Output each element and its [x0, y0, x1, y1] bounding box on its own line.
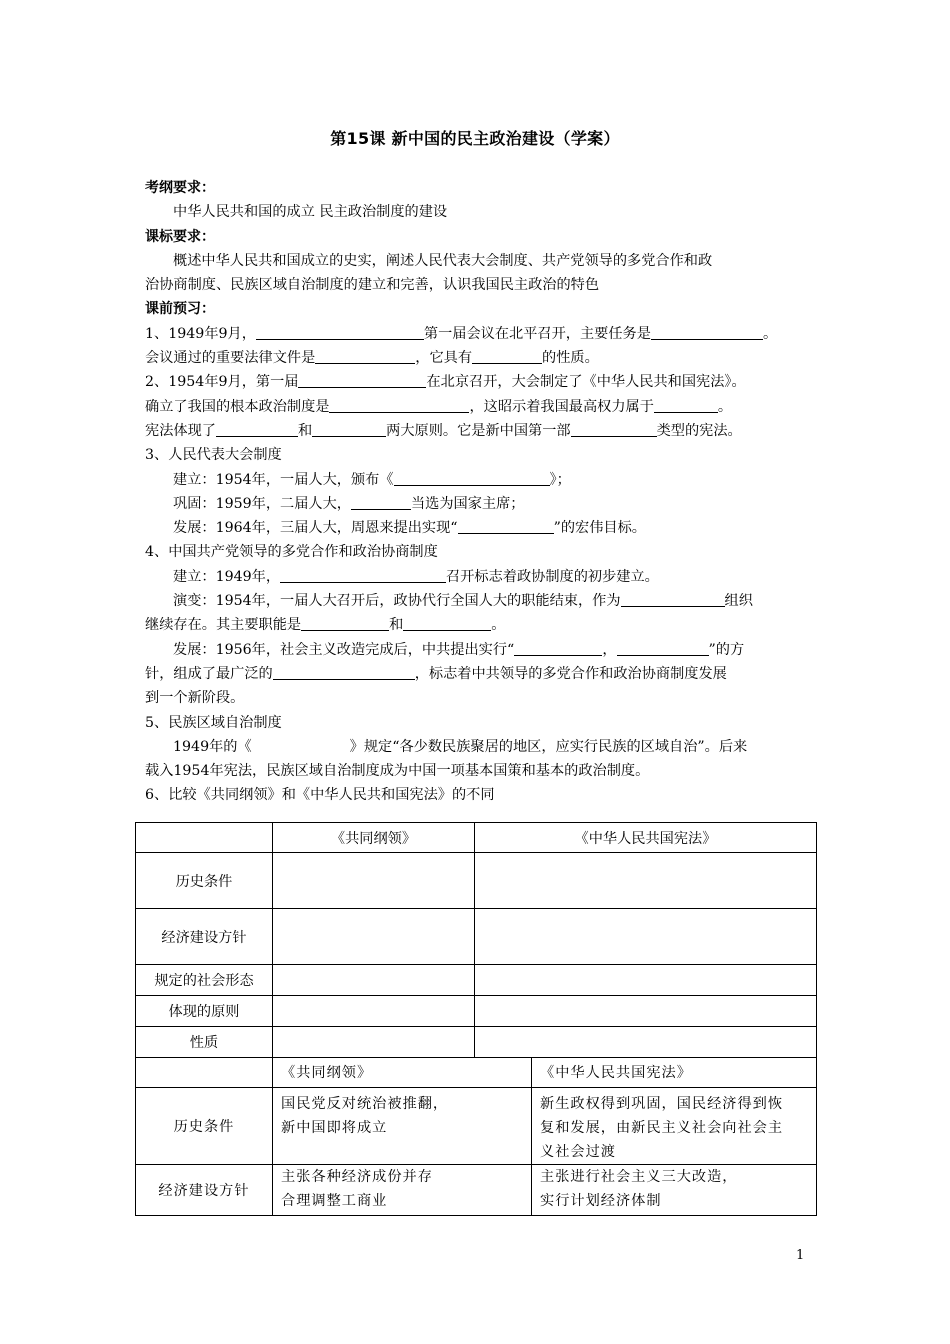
fill-blank[interactable] — [403, 615, 491, 631]
table-answer-cell[interactable] — [273, 909, 475, 965]
table-row-label: 规定的社会形态 — [136, 965, 273, 996]
answer-line: 新生政权得到巩固，国民经济得到恢 — [540, 1096, 784, 1112]
fill-blank[interactable] — [216, 421, 298, 437]
table-row-label: 历史条件 — [136, 1088, 273, 1165]
fill-blank[interactable] — [621, 591, 725, 607]
table-corner-cell — [136, 823, 273, 853]
table-row-label: 体现的原则 — [136, 996, 273, 1027]
q6-heading: 6、比较《共同纲领》和《中华人民共和国宪法》的不同 — [145, 787, 495, 804]
table-answer-cell — [273, 1088, 532, 1165]
fill-blank[interactable] — [654, 397, 718, 413]
q1-line-1 — [145, 322, 825, 346]
q3-line-a — [145, 468, 825, 492]
q5-text-a1: 1949年的《 — [173, 738, 252, 755]
q4-line-b — [145, 589, 825, 613]
table-answer-cell[interactable] — [273, 965, 475, 996]
fill-blank[interactable] — [514, 640, 602, 656]
q4-text-c2: 和 — [389, 617, 404, 634]
fill-blank[interactable] — [256, 324, 424, 340]
q4-heading: 4、中国共产党领导的多党合作和政治协商制度 — [145, 544, 438, 561]
answer-line: 新中国即将成立 — [281, 1120, 388, 1136]
q1-text-b: 第一届会议在北平召开，主要任务是 — [423, 325, 651, 342]
q4-text-d2: ， — [602, 641, 617, 658]
comparison-table-answers — [135, 1057, 817, 1216]
q2-text-b: 在北京召开，大会制定了《中华人民共和国宪法》。 — [426, 374, 746, 391]
q4-text-e1: 针，组成了最广泛的 — [145, 665, 273, 682]
fill-blank[interactable] — [280, 567, 446, 583]
q1-text-a: 1、1949年9月， — [145, 325, 256, 342]
kebiao-line-1: 概述中华人民共和国成立的史实，阐述人民代表大会制度、共产党领导的多党合作和政 — [173, 252, 713, 269]
q2-text-d: ，这昭示着我国最高权力属于 — [469, 398, 654, 415]
q4-text-c3: 。 — [491, 617, 506, 634]
q1-text-c: 。 — [762, 325, 778, 342]
q5-line-a — [145, 735, 825, 759]
fill-blank[interactable] — [312, 421, 386, 437]
q2-line-1 — [145, 370, 825, 394]
table-answer-cell — [532, 1088, 817, 1165]
q3-heading: 3、人民代表大会制度 — [145, 447, 282, 464]
table-answer-cell[interactable] — [273, 853, 475, 909]
table-header-cell: 《中华人民共国宪法》 — [532, 1058, 817, 1088]
answer-line: 义社会过渡 — [540, 1144, 616, 1160]
kaogang-heading: 考纲要求： — [145, 180, 215, 196]
table-row-label: 历史条件 — [136, 853, 273, 909]
table-answer-cell — [532, 1165, 817, 1216]
q2-text-i: 类型的宪法。 — [656, 422, 742, 439]
q2-text-c: 确立了我国的根本政治制度是 — [145, 398, 330, 415]
answer-line: 主张进行社会主义三大改造， — [540, 1169, 738, 1185]
kaogang-body: 中华人民共和国的成立 民主政治制度的建设 — [173, 204, 448, 221]
table-answer-cell[interactable] — [273, 1027, 475, 1058]
q1-line-2 — [145, 346, 825, 370]
q4-text-e2: ，标志着中共领导的多党合作和政治协商制度发展 — [414, 665, 727, 682]
q4-text-d3: ”的方 — [708, 641, 745, 658]
q2-text-a: 2、1954年9月，第一届 — [145, 374, 299, 391]
fill-blank[interactable] — [458, 518, 554, 534]
q3-text-a1: 建立：1954年，一届人大，颁布《 — [173, 471, 394, 488]
page-title: 第15课 新中国的民主政治建设（学案） — [330, 129, 620, 148]
table-row-label: 性质 — [136, 1027, 273, 1058]
q1-text-f: 的性质。 — [542, 350, 599, 367]
q2-line-3 — [145, 419, 825, 443]
fill-blank[interactable] — [571, 421, 657, 437]
q4-text-d1: 发展：1956年，社会主义改造完成后，中共提出实行“ — [173, 641, 515, 658]
q3-text-b1: 巩固：1959年，二届人大， — [173, 495, 351, 512]
table-header-cell: 《共同纲领》 — [273, 823, 475, 853]
table-answer-cell[interactable] — [475, 965, 817, 996]
q2-text-f: 宪法体现了 — [145, 422, 216, 439]
q4-text-a1: 建立：1949年， — [173, 568, 281, 585]
q2-line-2 — [145, 395, 825, 419]
fill-blank[interactable] — [617, 640, 709, 656]
q2-text-h: 两大原则。它是新中国第一部 — [386, 422, 571, 439]
table-answer-cell[interactable] — [475, 909, 817, 965]
fill-blank[interactable] — [301, 615, 389, 631]
q5-text-a2: 》规定“各少数民族聚居的地区，应实行民族的区域自治”。后来 — [349, 738, 748, 755]
fill-blank[interactable] — [329, 397, 469, 413]
kebiao-heading: 课标要求： — [145, 228, 215, 245]
table-answer-cell[interactable] — [475, 1027, 817, 1058]
answer-line: 合理调整工商业 — [281, 1193, 388, 1209]
q4-text-b1: 演变：1954年，一届人大召开后，政协代行全国人大的职能结束，作为 — [173, 593, 621, 610]
comparison-table-blank — [135, 822, 817, 1058]
q2-text-e: 。 — [717, 398, 733, 415]
q4-text-a2: 召开标志着政协制度的初步建立。 — [446, 568, 659, 585]
fill-blank[interactable] — [351, 494, 411, 510]
q2-text-g: 和 — [297, 422, 313, 439]
q3-text-b2: 当选为国家主席； — [410, 495, 525, 512]
q4-line-a — [145, 565, 825, 589]
q5-line-b: 载入1954年宪法，民族区域自治制度成为中国一项基本国策和基本的政治制度。 — [145, 763, 650, 780]
answer-line: 实行计划经济体制 — [540, 1193, 662, 1209]
page-number: 1 — [796, 1248, 805, 1263]
table-answer-cell[interactable] — [475, 853, 817, 909]
q3-line-b — [145, 492, 825, 516]
content-body — [145, 176, 825, 808]
fill-blank[interactable] — [472, 348, 542, 364]
answer-line: 复和发展，由新民主义社会向社会主 — [540, 1120, 784, 1136]
q4-text-b2: 组织 — [724, 593, 753, 610]
fill-blank[interactable] — [651, 324, 763, 340]
answer-line: 主张各种经济成份并存 — [281, 1169, 433, 1185]
q1-text-d: 会议通过的重要法律文件是 — [145, 350, 316, 367]
q4-text-c1: 继续存在。其主要职能是 — [145, 617, 302, 634]
table-header-cell: 《共同纲领》 — [273, 1058, 532, 1088]
table-answer-cell[interactable] — [273, 996, 475, 1027]
q1-text-e: ，它具有 — [415, 350, 473, 367]
q3-text-a2: 》； — [549, 471, 571, 488]
fill-blank[interactable] — [298, 372, 426, 388]
q4-line-e — [145, 662, 825, 686]
yuxi-heading: 课前预习： — [145, 301, 215, 318]
fill-blank[interactable] — [273, 664, 415, 680]
q4-line-c — [145, 613, 825, 637]
answer-line: 国民党反对统治被推翻， — [281, 1096, 449, 1112]
table-answer-cell[interactable] — [475, 996, 817, 1027]
kebiao-line-2: 治协商制度、民族区域自治制度的建立和完善，认识我国民主政治的特色 — [145, 277, 600, 294]
q4-line-f: 到一个新阶段。 — [145, 690, 245, 707]
q4-line-d — [145, 638, 825, 662]
table-corner-cell — [136, 1058, 273, 1088]
table-row-label: 经济建设方针 — [136, 909, 273, 965]
table-answer-cell — [273, 1165, 532, 1216]
table-header-cell: 《中华人民共国宪法》 — [475, 823, 817, 853]
q3-text-c1: 发展：1964年，三届人大，周恩来提出实现“ — [173, 520, 458, 537]
q3-line-c — [145, 516, 825, 540]
fill-blank[interactable] — [394, 470, 550, 486]
fill-blank[interactable] — [315, 348, 415, 364]
q3-text-c2: ”的宏伟目标。 — [553, 520, 646, 537]
q5-heading: 5、民族区域自治制度 — [145, 714, 282, 731]
table-row-label: 经济建设方针 — [136, 1165, 273, 1216]
